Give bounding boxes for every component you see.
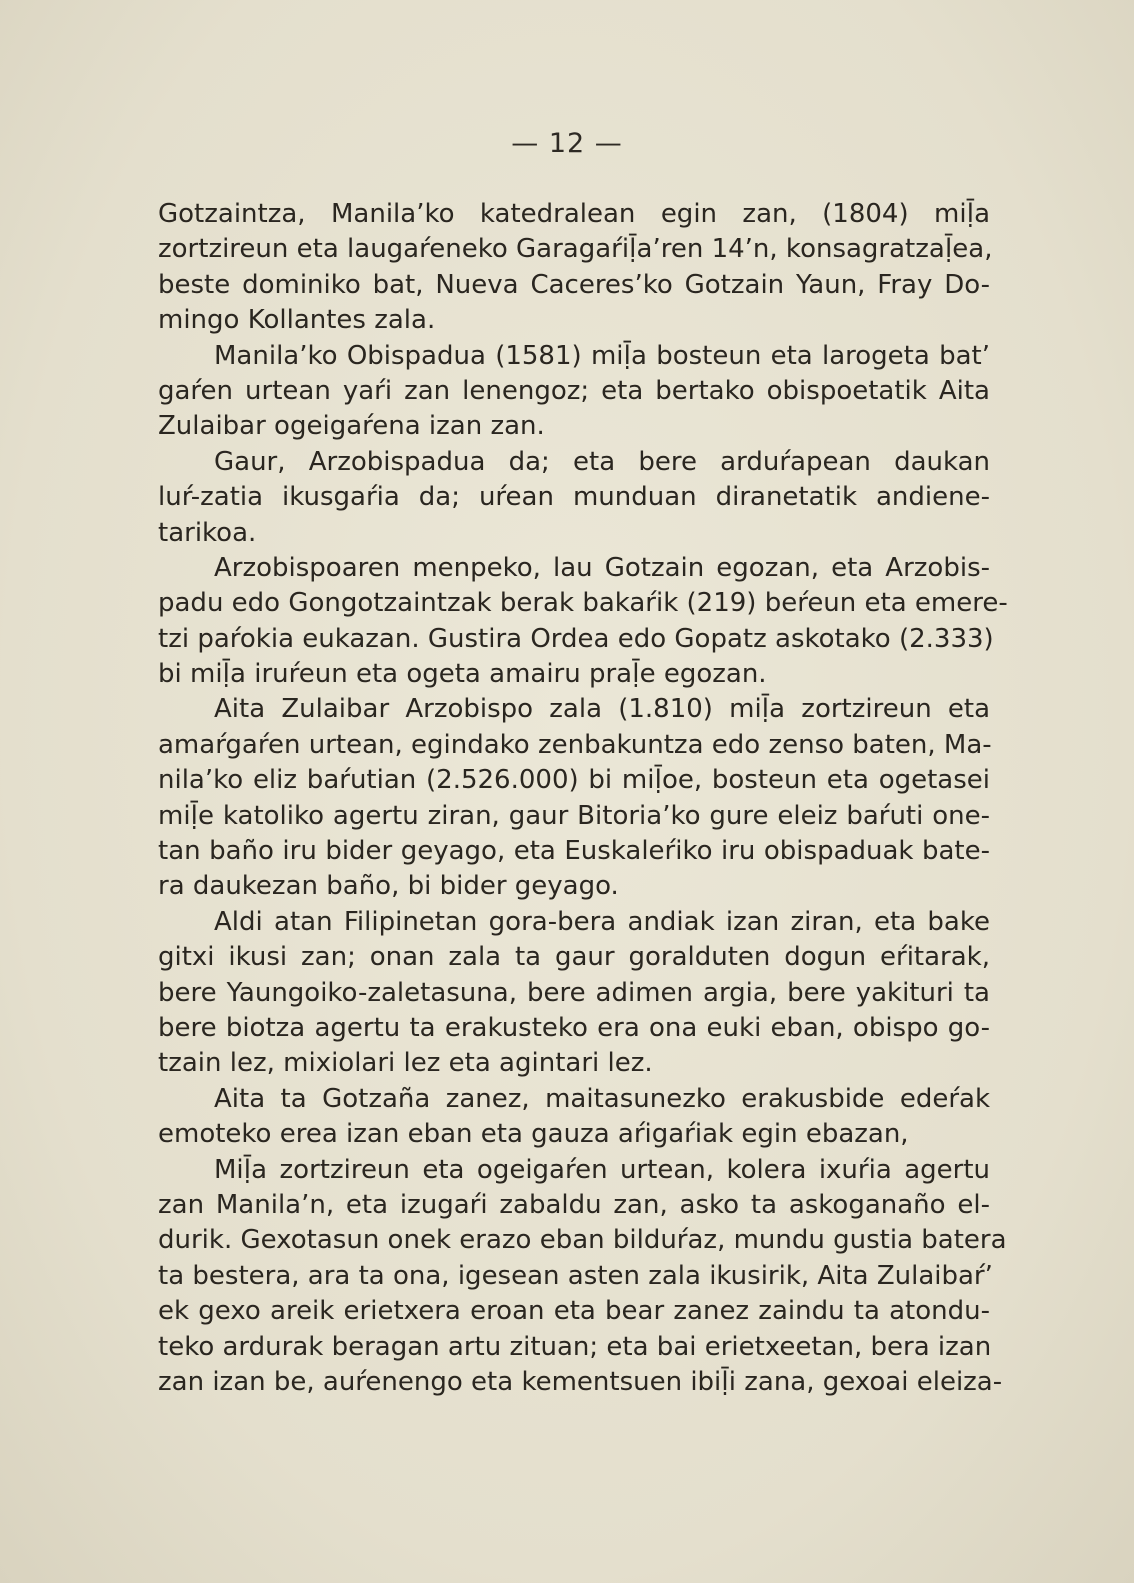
text-line: bere biotza agertu ta erakusteko era ona euki eban, obispo go- (158, 1012, 990, 1043)
text-line: padu edo Gongotzaintzak berak bakaŕik (219) beŕeun eta emere- (158, 588, 1008, 619)
text-line: zan Manila’n, eta izugaŕi zabaldu zan, asko ta askoganaño el- (158, 1189, 990, 1220)
text-line: miḹe katoliko agertu ziran, gaur Bitoria’ko gure eleiz baŕuti one- (158, 800, 990, 831)
text-line: Aita Zulaibar Arzobispo zala (1.810) miḹa zortzireun eta (214, 694, 990, 725)
text-line: ra daukezan baño, bi bider geyago. (158, 871, 619, 902)
text-line: Gaur, Arzobispadua da; eta bere arduŕapean daukan (214, 446, 990, 477)
text-line: ek gexo areik erietxera eroan eta bear zanez zaindu ta atondu- (158, 1296, 990, 1327)
text-line: teko ardurak beragan artu zituan; eta bai erietxeetan, bera izan (158, 1331, 992, 1362)
text-line: Arzobispoaren menpeko, lau Gotzain egozan, eta Arzobis- (214, 552, 990, 583)
text-line: ta bestera, ara ta ona, igesean asten zala ikusirik, Aita Zulaibaŕ’ (158, 1260, 993, 1291)
text-line: durik. Gexotasun onek erazo eban bilduŕaz, mundu gustia batera (158, 1225, 1007, 1256)
text-line: gitxi ikusi zan; onan zala ta gaur goralduten dogun eŕitarak, (158, 942, 990, 973)
text-line: bi miḹa iruŕeun eta ogeta amairu praḹe egozan. (158, 659, 767, 690)
page-number: — 12 — (511, 128, 623, 159)
text-line: emoteko erea izan eban eta gauza aŕigaŕiak egin ebazan, (158, 1119, 909, 1150)
text-line: Zulaibar ogeigaŕena izan zan. (158, 411, 545, 442)
text-line: bere Yaungoiko-zaletasuna, bere adimen argia, bere yakituri ta (158, 977, 990, 1008)
text-line: tan baño iru bider geyago, eta Euskaleŕiko iru obispaduak bate- (158, 836, 990, 867)
text-line: nila’ko eliz baŕutian (2.526.000) bi miḹoe, bosteun eta ogetasei (158, 765, 990, 796)
text-line: Aldi atan Filipinetan gora-bera andiak izan ziran, eta bake (214, 906, 990, 937)
text-line: beste dominiko bat, Nueva Caceres’ko Gotzain Yaun, Fray Do- (158, 269, 990, 300)
body-text (158, 197, 1008, 1400)
text-line: luŕ-zatia ikusgaŕia da; uŕean munduan diranetatik andiene- (158, 482, 990, 513)
text-line: gaŕen urtean yaŕi zan lenengoz; eta bertako obispoetatik Aita (158, 375, 990, 406)
text-line: zan izan be, auŕenengo eta kementsuen ibiḹi zana, gexoai eleiza- (158, 1366, 1003, 1397)
text-line: Gotzaintza, Manila’ko katedralean egin zan, (1804) miḹa (158, 199, 990, 229)
text-line: Miḹa zortzireun eta ogeigaŕen urtean, kolera ixuŕia agertu (214, 1154, 990, 1185)
text-line: tarikoa. (158, 517, 257, 548)
text-line: Aita ta Gotzaña zanez, maitasunezko erakusbide edeŕak (214, 1083, 990, 1114)
text-line: amaŕgaŕen urtean, egindako zenbakuntza edo zenso baten, Ma- (158, 729, 992, 760)
text-line: zortzireun eta laugaŕeneko Garagaŕiḹa’ren 14’n, konsagratzaḹea, (158, 234, 993, 265)
text-line: mingo Kollantes zala. (158, 305, 436, 336)
text-line: tzain lez, mixiolari lez eta agintari lez. (158, 1048, 653, 1079)
text-line: tzi paŕokia eukazan. Gustira Ordea edo Gopatz askotako (2.333) (158, 623, 994, 654)
text-line: Manila’ko Obispadua (1581) miḹa bosteun eta larogeta bat’ (214, 340, 990, 371)
